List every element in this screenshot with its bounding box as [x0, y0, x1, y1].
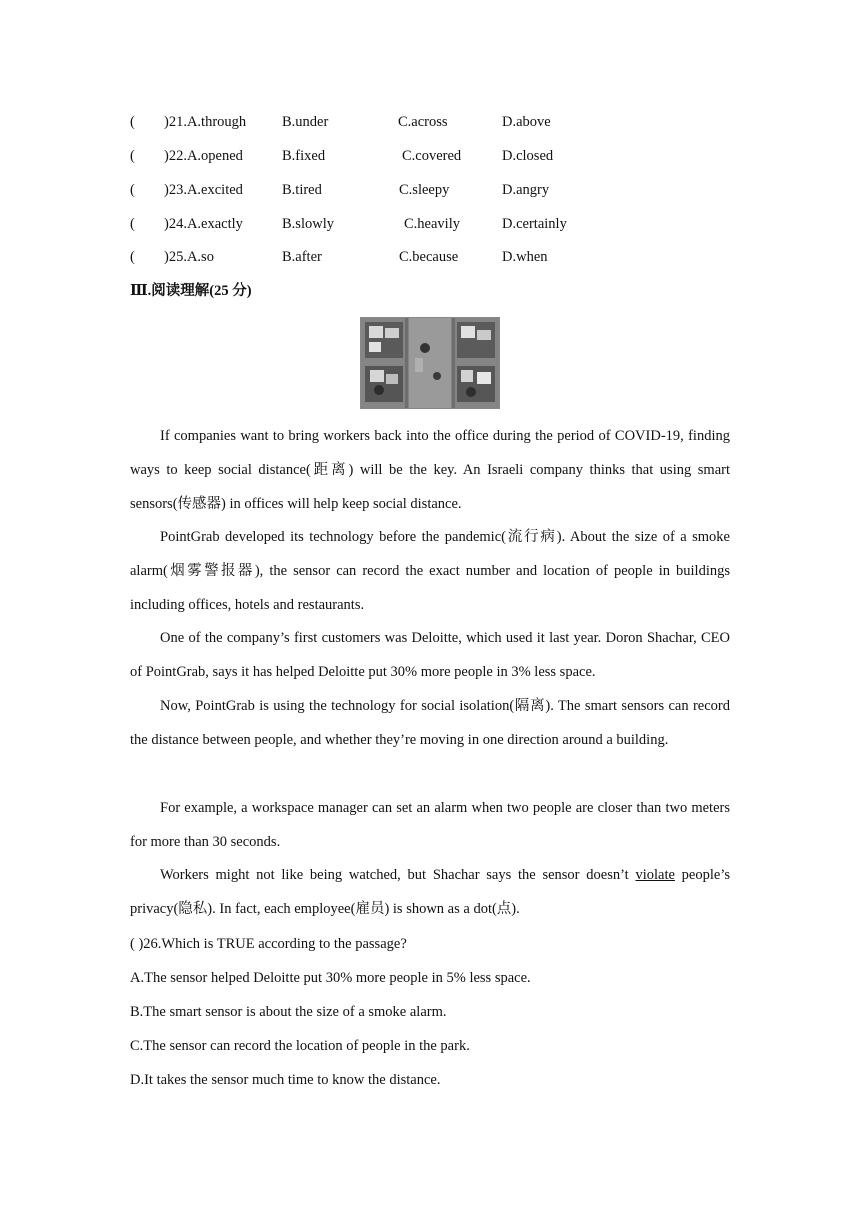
answer-paren: (	[130, 249, 135, 265]
option-c: C.covered	[402, 148, 462, 164]
passage-paragraph-6	[130, 859, 730, 927]
underlined-word-violate: violate	[635, 867, 675, 883]
office-aerial-photo	[360, 317, 500, 409]
option-d: D.certainly	[502, 216, 567, 232]
option-b: B.fixed	[282, 148, 326, 164]
option-c: C.across	[398, 114, 448, 130]
question-26-option-d: D.It takes the sensor much time to know the distance.	[130, 1072, 441, 1088]
option-d: D.above	[502, 114, 551, 130]
answer-paren: (	[130, 148, 135, 164]
option-a: )25.A.so	[164, 249, 214, 265]
option-b: B.after	[282, 249, 322, 265]
option-b: B.tired	[282, 182, 322, 198]
paragraph-6-text-before: Workers might not like being watched, but Shachar says the sensor doesn’t	[160, 867, 636, 883]
option-d: D.angry	[502, 182, 550, 198]
option-b: B.under	[282, 114, 329, 130]
question-26-stem: ( )26.Which is TRUE according to the passage?	[130, 936, 407, 952]
passage-paragraph-3: One of the company’s first customers was Deloitte, which used it last year. Doron Shachar, CEO of PointGrab, says it has helped Deloitte put 30% more people in 3% less space.	[130, 630, 730, 680]
passage-paragraph-5: For example, a workspace manager can set an alarm when two people are closer than two meters for more than 30 seconds.	[130, 800, 730, 850]
option-a: )24.A.exactly	[164, 216, 243, 232]
passage-paragraph-4: Now, PointGrab is using the technology for social isolation(隔离). The smart sensors can record the distance between people, and whether they’re moving in one direction around a building.	[130, 698, 730, 748]
office-aerial-photo-drawing	[361, 318, 499, 408]
answer-paren: (	[130, 216, 135, 232]
option-c: C.heavily	[404, 216, 460, 232]
passage-paragraph-2: PointGrab developed its technology before the pandemic(流行病). About the size of a smoke alarm(烟雾警报器), the sensor can record the exact number and location of people in buildings including offices, hotels and restaurants.	[130, 529, 730, 613]
option-c: C.because	[399, 249, 459, 265]
option-c: C.sleepy	[399, 182, 450, 198]
question-26-option-b: B.The smart sensor is about the size of a smoke alarm.	[130, 1004, 447, 1020]
option-d: D.when	[502, 249, 548, 265]
option-b: B.slowly	[282, 216, 334, 232]
option-a: )22.A.opened	[164, 148, 243, 164]
option-a: )23.A.excited	[164, 182, 243, 198]
paragraph-6-text-after: people’s privacy(隐私). In fact, each employee(雇员) is shown as a dot(点).	[130, 867, 730, 917]
option-a: )21.A.through	[164, 114, 247, 130]
question-26-option-a: A.The sensor helped Deloitte put 30% more people in 5% less space.	[130, 970, 531, 986]
answer-paren: (	[130, 182, 135, 198]
question-26-option-c: C.The sensor can record the location of people in the park.	[130, 1038, 470, 1054]
passage-paragraph-1: If companies want to bring workers back into the office during the period of COVID-19, finding ways to keep social distance(距离) will be the key. An Israeli company thinks that using smart sensors(传感器) in offices will help keep social distance.	[130, 428, 730, 512]
section-heading: Ⅲ.阅读理解(25 分)	[130, 283, 252, 299]
option-d: D.closed	[502, 148, 554, 164]
answer-paren: (	[130, 114, 135, 130]
